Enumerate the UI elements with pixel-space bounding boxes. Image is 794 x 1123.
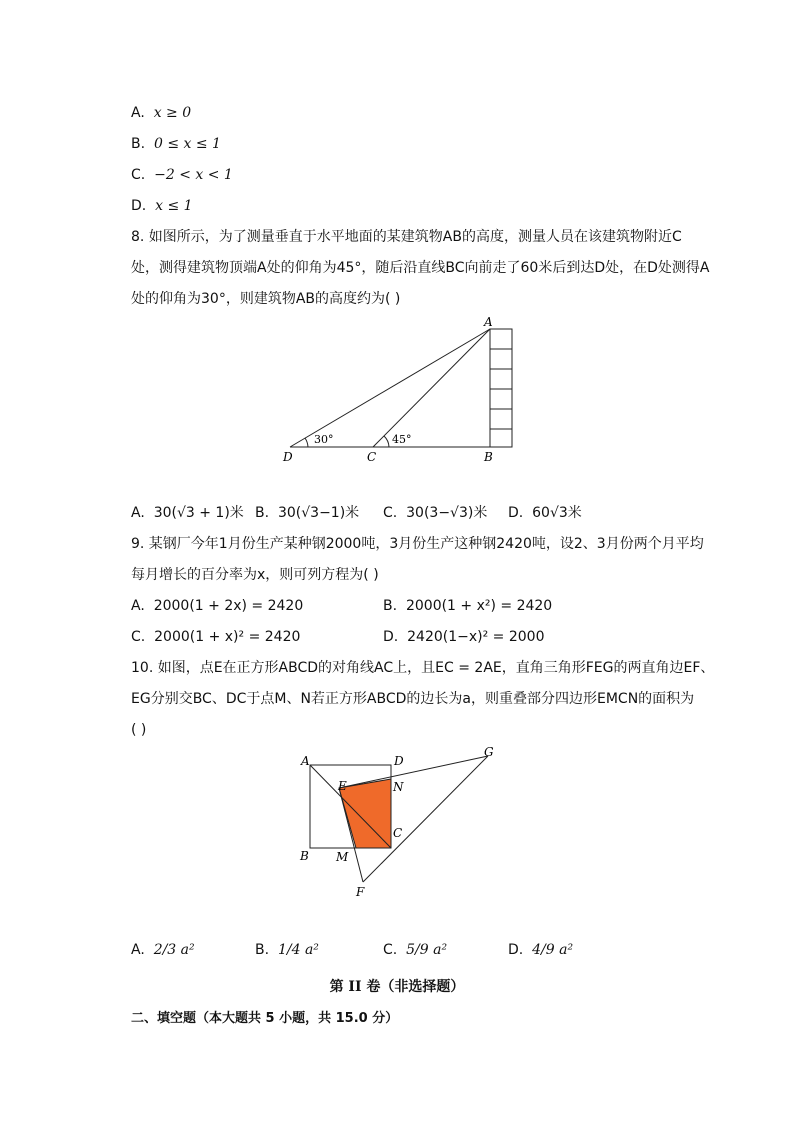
q8-angle-label-c: 45° — [392, 433, 412, 446]
section-title: 第 II 卷（非选择题） — [329, 979, 465, 995]
q7-option-d: D. x ≤ 1 — [131, 198, 193, 214]
q9-stem-line-1: 9. 某钢厂今年1月份生产某种钢2000吨，3月份生产这种钢2420吨，设2、3月份两个月平均 — [131, 536, 704, 552]
q10-label-f: F — [356, 885, 365, 899]
q10-option-a: A. 2/3 a² — [131, 942, 195, 958]
q9-option-c: C. 2000(1 + x)² = 2420 — [131, 629, 301, 645]
q9-stem-line-2: 每月增长的百分率为x，则可列方程为( ) — [131, 567, 379, 583]
q10-label-n: N — [393, 780, 404, 794]
q10-label-d: D — [394, 754, 404, 768]
q10-label-g: G — [484, 745, 494, 759]
q9-option-d: D. 2420(1−x)² = 2000 — [383, 629, 545, 645]
q10-option-c: C. 5/9 a² — [383, 942, 448, 958]
q10-option-d: D. 4/9 a² — [508, 942, 574, 958]
q10-option-b: B. 1/4 a² — [255, 942, 319, 958]
q8-option-a: A. 30(√3 + 1)米 — [131, 505, 244, 521]
q8-option-c: C. 30(3−√3)米 — [383, 505, 488, 521]
q10-stem-line-1: 10. 如图，点E在正方形ABCD的对角线AC上，且EC = 2AE，直角三角形FEG的两直角边EF、 — [131, 660, 715, 676]
q8-label-a: A — [484, 315, 493, 329]
q10-label-b: B — [300, 849, 309, 863]
q8-option-d: D. 60√3米 — [508, 505, 582, 521]
q7-option-c: C. −2 < x < 1 — [131, 167, 233, 183]
q8-angle-label-d: 30° — [314, 433, 334, 446]
q7-option-b: B. 0 ≤ x ≤ 1 — [131, 136, 221, 152]
q10-label-a: A — [301, 754, 310, 768]
q10-shaded-region — [339, 779, 391, 848]
q8-label-d: D — [283, 450, 293, 464]
q9-option-b: B. 2000(1 + x²) = 2420 — [383, 598, 553, 614]
q9-option-a: A. 2000(1 + 2x) = 2420 — [131, 598, 304, 614]
q8-angle-arc-d — [305, 438, 308, 447]
q8-label-b: B — [484, 450, 493, 464]
section-subtitle: 二、填空题（本大题共 5 小题，共 15.0 分） — [131, 1011, 399, 1026]
q10-label-c: C — [393, 826, 403, 840]
q8-stem-line-1: 8. 如图所示，为了测量垂直于水平地面的某建筑物AB的高度，测量人员在该建筑物附近C — [131, 229, 682, 245]
q10-stem-line-2: EG分别交BC、DC于点M、N若正方形ABCD的边长为a，则重叠部分四边形EMCN的面积为 — [131, 691, 695, 707]
q8-option-b: B. 30(√3−1)米 — [255, 505, 360, 521]
q7-option-a: A. x ≥ 0 — [131, 105, 192, 121]
q10-line-eg — [339, 756, 488, 788]
q8-angle-arc-c — [384, 436, 389, 447]
q8-stem-line-2: 处，测得建筑物顶端A处的仰角为45°，随后沿直线BC向前走了60米后到达D处，在D处测得A — [131, 260, 710, 276]
q10-stem-line-3: ( ) — [131, 722, 147, 738]
q8-figure — [278, 312, 523, 467]
q8-label-c: C — [367, 450, 377, 464]
q8-stem-line-3: 处的仰角为30°，则建筑物AB的高度约为( ) — [131, 291, 401, 307]
q10-label-m: M — [336, 850, 349, 864]
q10-label-e: E — [338, 779, 347, 793]
q10-figure — [296, 744, 506, 902]
